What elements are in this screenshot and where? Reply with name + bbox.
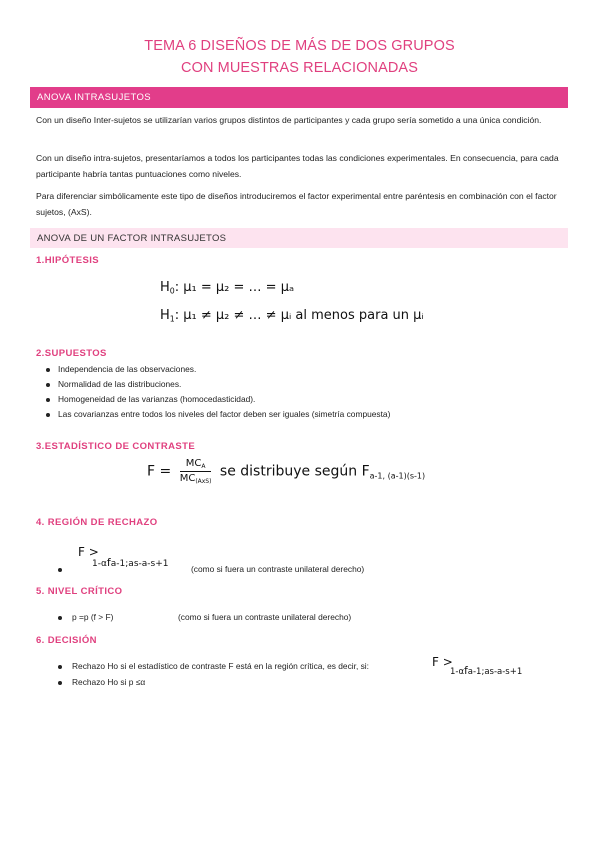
paragraph-intrasujetos: Con un diseño intra-sujetos, presentaríamos a todos los participantes todas las condiciones experimentales. En consecuencia, para cada participante habría tantas puntuaciones como niveles. bbox=[36, 153, 559, 179]
list-item: Normalidad de las distribuciones. bbox=[58, 377, 390, 392]
decision-item-1: Rechazo Ho si el estadístico de contraste F está en la región crítica, es decir, si: bbox=[72, 661, 369, 671]
decision-item-2: Rechazo Ho si p ≤α bbox=[72, 677, 146, 687]
list-item: Las covarianzas entre todos los niveles del factor deben ser iguales (simetría compuesta) bbox=[58, 407, 390, 422]
heading-region-rechazo: 4. REGIÓN DE RECHAZO bbox=[36, 517, 158, 528]
rejection-region-formula: F > 1-αfa-1;as-a-s+1 bbox=[78, 545, 169, 569]
nivel-critico-formula: p =p (f > F) bbox=[72, 612, 114, 622]
bullet bbox=[58, 665, 62, 669]
heading-hipotesis: 1.HIPÓTESIS bbox=[36, 255, 100, 266]
list-item: Homogeneidad de las varianzas (homocedasticidad). bbox=[58, 392, 390, 407]
rejection-region-note: (como si fuera un contraste unilateral derecho) bbox=[191, 564, 365, 574]
supuestos-list bbox=[58, 362, 390, 422]
paragraph-intersujetos: Con un diseño Inter-sujetos se utilizarían varios grupos distintos de participantes y cada grupo sería sometido a una única condición. bbox=[36, 115, 542, 125]
section-header-anova-intrasujetos: ANOVA INTRASUJETOS bbox=[30, 87, 568, 108]
paragraph-axs: Para diferenciar simbólicamente este tipo de diseños introduciremos el factor experimental entre paréntesis en combinación con el factor sujetos, (AxS). bbox=[36, 191, 557, 217]
nivel-critico-note: (como si fuera un contraste unilateral derecho) bbox=[178, 612, 352, 622]
decision-formula: F > 1-αfa-1;as-a-s+1 bbox=[432, 655, 523, 677]
hypothesis-h1: $H_1$: μ₁ ≠ μ₂ ≠ … ≠ μᵢ al menos para un μᵢ bbox=[160, 308, 424, 324]
heading-decision: 6. DECISIÓN bbox=[36, 635, 97, 646]
heading-estadistico: 3.ESTADÍSTICO DE CONTRASTE bbox=[36, 441, 196, 452]
heading-supuestos: 2.SUPUESTOS bbox=[36, 348, 107, 359]
heading-nivel-critico: 5. NIVEL CRÍTICO bbox=[36, 586, 123, 597]
test-statistic-formula: F = $\frac{MC_A}{MC_{(AxS)}}$ se distribuye según $F_{a-1, (a-1)(s-1)}$ bbox=[147, 458, 426, 486]
section-header-anova-un-factor: ANOVA DE UN FACTOR INTRASUJETOS bbox=[30, 228, 568, 248]
page-title-line1: TEMA 6 DISEÑOS DE MÁS DE DOS GRUPOS bbox=[144, 38, 455, 54]
bullet bbox=[58, 616, 62, 620]
hypothesis-h0: $H_0$: μ₁ = μ₂ = … = μₐ bbox=[160, 280, 295, 296]
page-title-line2: CON MUESTRAS RELACIONADAS bbox=[181, 60, 418, 76]
bullet bbox=[58, 568, 62, 572]
bullet bbox=[58, 681, 62, 685]
list-item: Independencia de las observaciones. bbox=[58, 362, 390, 377]
